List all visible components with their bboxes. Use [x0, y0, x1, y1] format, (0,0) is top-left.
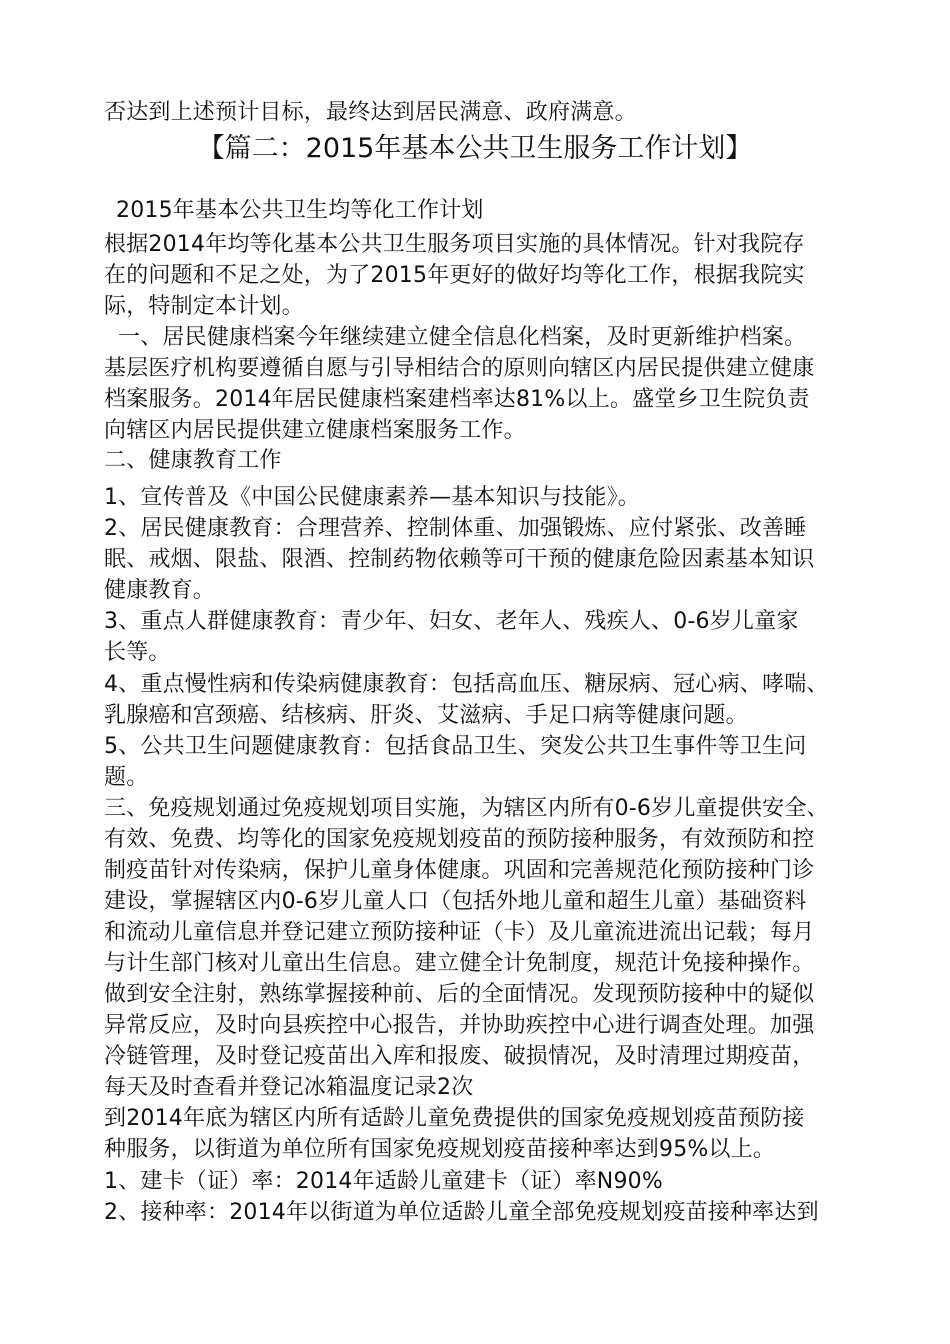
list-item: 2、接种率：2014年以街道为单位适龄儿童全部免疫规划疫苗接种率达到 [104, 1200, 819, 1225]
section-heading: 三、免疫规划通过免疫规划项目实施，为辖区内所有0-6岁儿童提供安全、 [104, 796, 829, 821]
text-line: 基层医疗机构要遵循自愿与引导相结合的原则向辖区内居民提供建立健康 [104, 356, 815, 381]
list-item: 2、居民健康教育：合理营养、控制体重、加强锻炼、应付紧张、改善睡 [104, 516, 807, 541]
text-line: 档案服务。2014年居民健康档案建档率达81%以上。盛堂乡卫生院负责 [104, 387, 810, 412]
text-line: 异常反应，及时向县疾控中心报告，并协助疾控中心进行调查处理。加强 [104, 1013, 815, 1038]
section-title: 【篇二：2015年基本公共卫生服务工作计划】 [197, 133, 753, 164]
text-line: 根据2014年均等化基本公共卫生服务项目实施的具体情况。针对我院存 [104, 232, 805, 257]
text-line: 每天及时查看并登记冰箱温度记录2次 [104, 1075, 474, 1100]
text-line: 长等。 [104, 640, 171, 665]
list-item: 4、重点慢性病和传染病健康教育：包括高血压、糖尿病、冠心病、哮喘、 [104, 672, 829, 697]
text-line: 向辖区内居民提供建立健康档案服务工作。 [104, 418, 526, 443]
section-heading: 二、健康教育工作 [104, 448, 282, 473]
text-line: 到2014年底为辖区内所有适龄儿童免费提供的国家免疫规划疫苗预防接 [104, 1106, 805, 1131]
text-line: 眠、戒烟、限盐、限酒、控制药物依赖等可干预的健康危险因素基本知识 [104, 547, 815, 572]
text-line: 建设，掌握辖区内0-6岁儿童人口（包括外地儿童和超生儿童）基础资料 [104, 889, 807, 914]
list-item: 5、公共卫生问题健康教育：包括食品卫生、突发公共卫生事件等卫生问 [104, 734, 807, 759]
text-line: 与计生部门核对儿童出生信息。建立健全计免制度，规范计免接种操作。 [104, 951, 815, 976]
text-line: 做到安全注射，熟练掌握接种前、后的全面情况。发现预防接种中的疑似 [104, 982, 815, 1007]
text-line: 有效、免费、均等化的国家免疫规划疫苗的预防接种服务，有效预防和控 [104, 827, 815, 852]
list-item: 1、建卡（证）率：2014年适龄儿童建卡（证）率N90% [104, 1169, 663, 1194]
list-item: 1、宣传普及《中国公民健康素养—基本知识与技能》。 [104, 485, 640, 510]
text-line: 制疫苗针对传染病，保护儿童身体健康。巩固和完善规范化预防接种门诊 [104, 858, 815, 883]
text-line: 冷链管理，及时登记疫苗出入库和报废、破损情况，及时清理过期疫苗， [104, 1044, 815, 1069]
text-line: 否达到上述预计目标，最终达到居民满意、政府满意。 [104, 100, 637, 125]
text-line: 在的问题和不足之处，为了2015年更好的做好均等化工作，根据我院实 [104, 263, 805, 288]
text-line: 种服务，以街道为单位所有国家免疫规划疫苗接种率达到95%以上。 [104, 1137, 776, 1162]
text-line: 健康教育。 [104, 578, 216, 603]
list-item: 3、重点人群健康教育：青少年、妇女、老年人、残疾人、0-6岁儿童家 [104, 609, 799, 634]
text-line: 一、居民健康档案今年继续建立健全信息化档案，及时更新维护档案。 [118, 325, 807, 350]
text-line: 际，特制定本计划。 [104, 294, 304, 319]
subtitle: 2015年基本公共卫生均等化工作计划 [116, 198, 484, 223]
text-line: 乳腺癌和宫颈癌、结核病、肝炎、艾滋病、手足口病等健康问题。 [104, 703, 748, 728]
text-line: 题。 [104, 765, 149, 790]
text-line: 和流动儿童信息并登记建立预防接种证（卡）及儿童流进流出记载；每月 [104, 920, 815, 945]
